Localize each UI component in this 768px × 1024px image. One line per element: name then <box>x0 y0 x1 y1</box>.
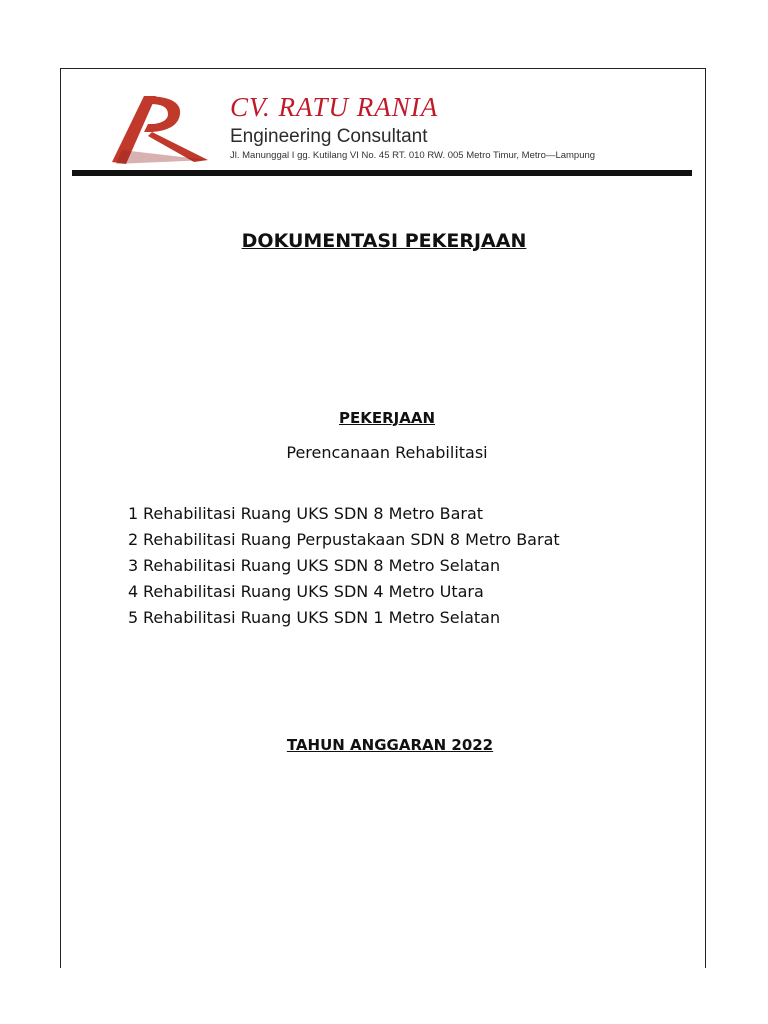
company-tagline: Engineering Consultant <box>230 126 428 147</box>
letterhead <box>104 88 684 170</box>
item-text: Rehabilitasi Ruang Perpustakaan SDN 8 Metro Barat <box>143 530 560 549</box>
work-item-list <box>128 503 560 633</box>
list-item <box>128 555 560 581</box>
list-item <box>128 503 560 529</box>
header-divider <box>72 170 692 176</box>
item-number: 1 <box>128 504 139 523</box>
item-text: Rehabilitasi Ruang UKS SDN 8 Metro Selatan <box>143 556 501 575</box>
r-letter-logo-icon <box>104 90 214 168</box>
section-label: PEKERJAAN <box>338 409 435 427</box>
list-item <box>128 581 560 607</box>
item-text: Rehabilitasi Ruang UKS SDN 8 Metro Barat <box>143 504 484 523</box>
item-text: Rehabilitasi Ruang UKS SDN 1 Metro Selatan <box>143 608 501 627</box>
item-number: 2 <box>128 530 139 549</box>
list-item <box>128 607 560 633</box>
section-subtitle: Perencanaan Rehabilitasi <box>286 443 488 462</box>
company-name: CV. RATU RANIA <box>230 92 439 122</box>
list-item <box>128 529 560 555</box>
item-text: Rehabilitasi Ruang UKS SDN 4 Metro Utara <box>143 582 484 601</box>
budget-year: TAHUN ANGGARAN 2022 <box>286 736 494 754</box>
item-number: 3 <box>128 556 139 575</box>
document-title: DOKUMENTASI PEKERJAAN <box>241 230 527 252</box>
item-number: 4 <box>128 582 139 601</box>
item-number: 5 <box>128 608 139 627</box>
company-address: Jl. Manunggal I gg. Kutilang VI No. 45 RT. 010 RW. 005 Metro Timur, Metro—Lampung <box>230 150 596 161</box>
